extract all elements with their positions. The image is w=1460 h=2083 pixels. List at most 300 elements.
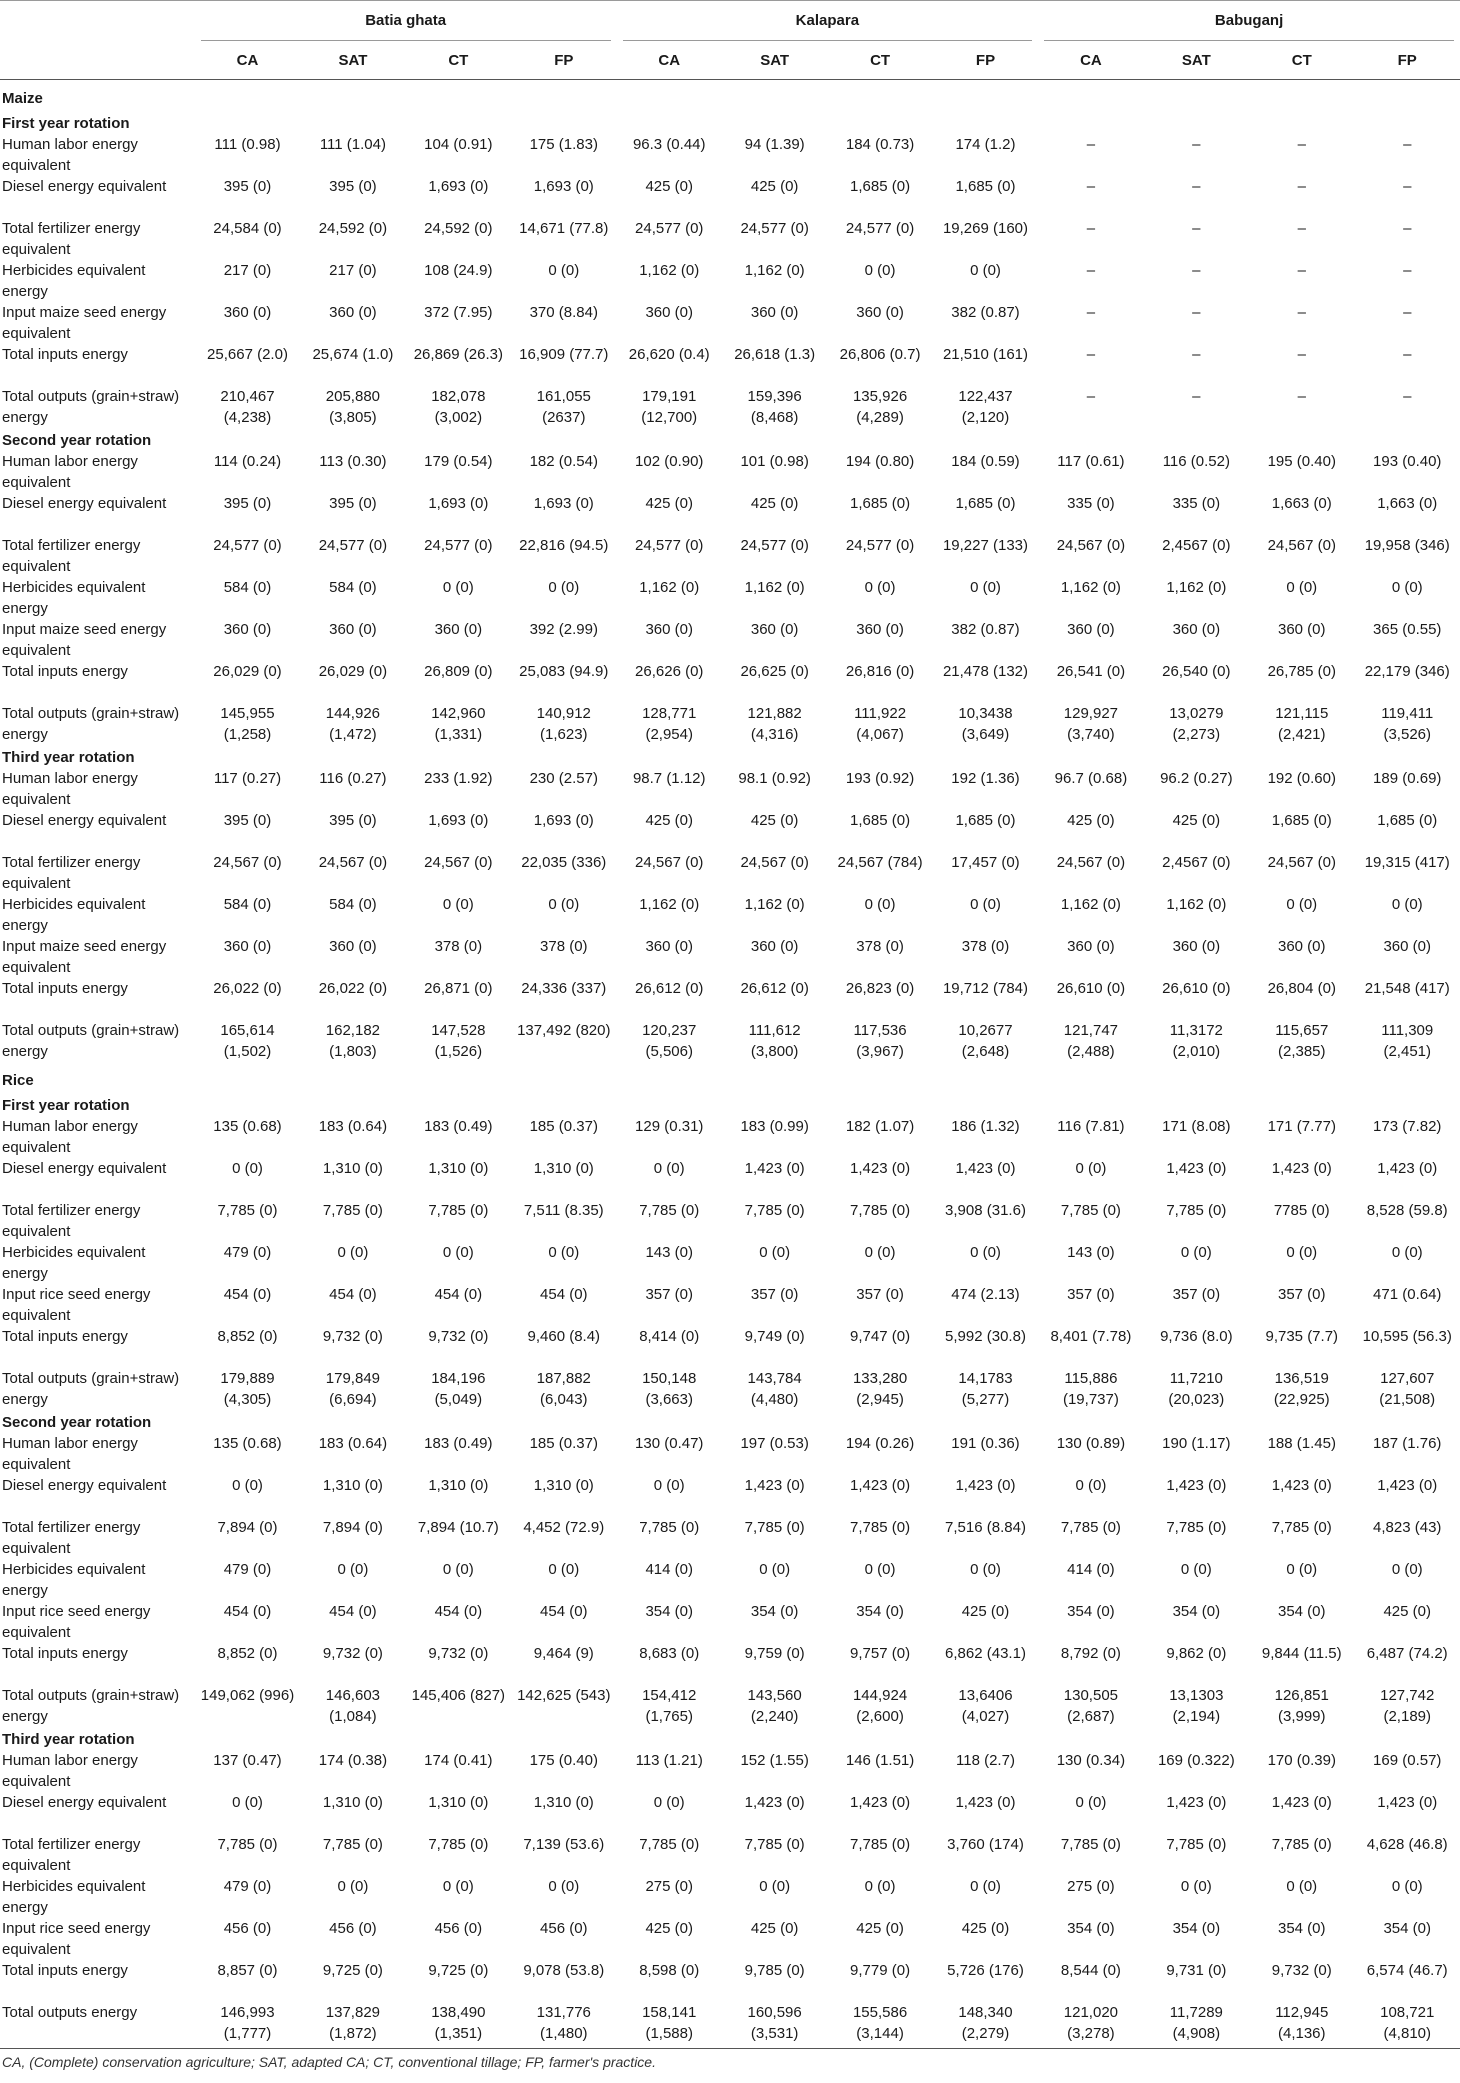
table-cell [511, 577, 616, 619]
cell-value: 11,7210 (20,023) [1168, 1370, 1225, 1408]
table-row [0, 1601, 1460, 1643]
row-label: Diesel energy equivalent [2, 1477, 167, 1494]
table-cell [933, 260, 1038, 302]
cell-value: 360 (0) [1277, 938, 1326, 955]
cell-value: 0 (0) [1075, 1477, 1107, 1494]
table-cell [300, 535, 405, 577]
table-cell [1038, 1368, 1143, 1410]
table-cell [617, 1284, 722, 1326]
cell-value: 26,612 (0) [635, 980, 704, 997]
rotation-row [0, 745, 1460, 768]
table-cell [511, 1020, 616, 1062]
cell-value: 0 (0) [970, 896, 1001, 913]
cell-value: 135 (0.68) [213, 1435, 282, 1452]
cell-value: 16,909 (77.7) [519, 346, 609, 363]
table-cell [195, 1200, 300, 1242]
table-cell [933, 1116, 1038, 1158]
cell-value: 127,607 (21,508) [1379, 1370, 1436, 1408]
table-cell [933, 2002, 1038, 2049]
cell-value: 14,671 (77.8) [519, 220, 609, 237]
cell-value: 0 (0) [970, 262, 1001, 279]
table-cell [511, 703, 616, 745]
cell-value: 584 (0) [329, 579, 377, 596]
cell-value: – [1403, 304, 1412, 321]
table-row [0, 1158, 1460, 1200]
table-cell [1038, 1284, 1143, 1326]
table-row [0, 703, 1460, 745]
table-cell [1038, 1834, 1143, 1876]
cell-value: 24,567 (0) [635, 854, 704, 871]
table-cell [406, 451, 511, 493]
cell-value: 0 (0) [970, 1561, 1001, 1578]
table-cell [1249, 1876, 1354, 1918]
cell-value: 0 (0) [548, 896, 580, 913]
cell-value: 1,162 (0) [744, 896, 805, 913]
table-cell [406, 218, 511, 260]
cell-value: 7,785 (0) [850, 1519, 911, 1536]
cell-value: – [1086, 346, 1096, 363]
cell-value: – [1192, 136, 1201, 153]
cell-value: 143,560 (2,240) [747, 1687, 802, 1725]
cell-value: 24,567 (0) [1267, 854, 1336, 871]
table-cell [1038, 661, 1143, 703]
site-name: Babuganj [1044, 2, 1454, 41]
cell-value: – [1086, 220, 1096, 237]
cell-value: 357 (0) [1277, 1286, 1326, 1303]
table-cell [511, 302, 616, 344]
cell-value: 479 (0) [223, 1561, 272, 1578]
table-cell [722, 577, 827, 619]
table-cell [1354, 810, 1460, 852]
table-cell [617, 176, 722, 218]
table-cell [406, 1792, 511, 1834]
table-cell [1038, 577, 1143, 619]
cell-value: 1,162 (0) [639, 262, 700, 279]
cell-value: 354 (0) [645, 1603, 693, 1620]
cell-value: 193 (0.40) [1373, 453, 1442, 470]
cell-value: 22,035 (336) [521, 854, 607, 871]
cell-value: 0 (0) [1075, 1160, 1107, 1177]
cell-value: 11,7289 (4,908) [1169, 2004, 1223, 2042]
rotation-row [0, 111, 1460, 134]
cell-value: 0 (0) [337, 1244, 369, 1261]
cell-value: 117,536 (3,967) [853, 1022, 907, 1060]
cell-value: 0 (0) [442, 896, 474, 913]
cell-value: 0 (0) [1180, 1244, 1212, 1261]
table-cell [827, 260, 932, 302]
cell-value: 192 (0.60) [1267, 770, 1336, 787]
cell-value: 184 (0.73) [845, 136, 915, 153]
cell-value: – [1403, 388, 1412, 405]
cell-value: 454 (0) [434, 1286, 483, 1303]
cell-value: 179,889 (4,305) [220, 1370, 275, 1408]
cell-value: 171 (7.77) [1267, 1118, 1336, 1135]
cell-value: 0 (0) [1286, 579, 1318, 596]
table-cell [617, 535, 722, 577]
table-row [0, 2002, 1460, 2049]
table-cell [617, 493, 722, 535]
table-cell [1354, 1876, 1460, 1918]
table-cell [827, 894, 932, 936]
cell-value: 425 (0) [1383, 1603, 1431, 1620]
cell-value: 0 (0) [864, 579, 896, 596]
table-cell [1144, 703, 1249, 745]
rotation-title: Second year rotation [2, 1414, 152, 1431]
table-cell [933, 386, 1038, 428]
cell-value: 354 (0) [1067, 1603, 1115, 1620]
table-cell [511, 619, 616, 661]
table-cell [617, 852, 722, 894]
table-cell [722, 619, 827, 661]
cell-value: – [1086, 178, 1096, 195]
table-cell [300, 1876, 405, 1918]
cell-value: 120,237 (5,506) [642, 1022, 697, 1060]
table-cell [1249, 1020, 1354, 1062]
table-cell [511, 134, 616, 176]
table-cell [1249, 1284, 1354, 1326]
table-cell [300, 978, 405, 1020]
table-cell [1144, 1834, 1249, 1876]
row-label: Input rice seed energy equivalent [2, 1920, 151, 1958]
cell-value: 21,510 (161) [942, 346, 1029, 363]
table-cell [195, 619, 300, 661]
table-cell [1354, 1792, 1460, 1834]
cell-value: 370 (8.84) [529, 304, 598, 321]
cell-value: 145,955 (1,258) [220, 705, 275, 743]
table-cell [195, 661, 300, 703]
cell-value: 1,423 (0) [1166, 1160, 1227, 1177]
cell-value: 8,792 (0) [1060, 1645, 1121, 1662]
table-cell [1354, 768, 1460, 810]
cell-value: 360 (0) [223, 304, 272, 321]
cell-value: 378 (0) [961, 938, 1010, 955]
table-cell [1144, 218, 1249, 260]
cell-value: 24,577 (0) [740, 537, 809, 554]
table-cell [1144, 1643, 1249, 1685]
cell-value: 102 (0.90) [635, 453, 704, 470]
table-row [0, 1559, 1460, 1601]
cell-value: 425 (0) [750, 1920, 799, 1937]
cell-value: 1,162 (0) [639, 896, 700, 913]
table-cell [195, 493, 300, 535]
cell-value: 187,882 (6,043) [536, 1370, 591, 1408]
table-cell [406, 493, 511, 535]
cell-value: 1,310 (0) [533, 1160, 594, 1177]
table-cell [1038, 1200, 1143, 1242]
table-cell [195, 134, 300, 176]
cell-value: 142,960 (1,331) [431, 705, 486, 743]
table-cell [617, 1326, 722, 1368]
table-cell [1354, 1326, 1460, 1368]
table-cell [511, 1792, 616, 1834]
table-cell [406, 852, 511, 894]
table-row [0, 1876, 1460, 1918]
table-cell [827, 1559, 932, 1601]
row-label: Total inputs energy [2, 663, 128, 680]
cell-value: 0 (0) [1286, 1244, 1318, 1261]
cell-value: 454 (0) [329, 1286, 377, 1303]
cell-value: 96.2 (0.27) [1160, 770, 1233, 787]
table-cell [722, 451, 827, 493]
cell-value: 146,603 (1,084) [325, 1687, 381, 1725]
cell-value: 130 (0.47) [635, 1435, 704, 1452]
table-cell [1038, 176, 1143, 218]
table-cell [406, 1601, 511, 1643]
row-label: Total inputs energy [2, 980, 128, 997]
cell-value: 1,685 (0) [850, 495, 911, 512]
table-cell [195, 1834, 300, 1876]
table-cell [827, 1792, 932, 1834]
table-cell [1144, 1876, 1249, 1918]
cell-value: 26,804 (0) [1267, 980, 1336, 997]
cell-value: 26,806 (0.7) [839, 346, 921, 363]
cell-value: 425 (0) [645, 812, 693, 829]
cell-value: 26,029 (0) [213, 663, 282, 680]
table-row [0, 134, 1460, 176]
table-cell [1144, 302, 1249, 344]
row-label: Human labor energy equivalent [2, 136, 138, 174]
table-cell [1249, 1750, 1354, 1792]
table-cell [511, 2002, 616, 2049]
table-cell [511, 1685, 616, 1727]
cell-value: 108 (24.9) [424, 262, 493, 279]
cell-value: 1,162 (0) [1060, 896, 1121, 913]
table-cell [1354, 218, 1460, 260]
table-cell [1249, 1158, 1354, 1200]
table-cell [722, 1685, 827, 1727]
table-cell [1144, 1020, 1249, 1062]
cell-value: 26,541 (0) [1056, 663, 1126, 680]
cell-value: 357 (0) [1172, 1286, 1221, 1303]
rotation-title: Third year rotation [2, 1731, 135, 1748]
cell-value: 7,785 (0) [850, 1202, 911, 1219]
cell-value: 395 (0) [223, 812, 272, 829]
cell-value: 115,886 (19,737) [1062, 1370, 1119, 1408]
table-cell [827, 703, 932, 745]
cell-value: 26,610 (0) [1162, 980, 1231, 997]
table-cell [406, 1750, 511, 1792]
table-cell [1249, 703, 1354, 745]
table-cell [933, 1918, 1038, 1960]
corner-header-cell [0, 1, 195, 42]
table-cell [511, 1643, 616, 1685]
table-cell [406, 1433, 511, 1475]
cell-value: 1,423 (0) [955, 1794, 1016, 1811]
cell-value: 186 (1.32) [951, 1118, 1020, 1135]
cell-value: 584 (0) [329, 896, 377, 913]
cell-value: – [1297, 388, 1306, 405]
table-cell [1249, 1559, 1354, 1601]
cell-value: 3,760 (174) [947, 1836, 1024, 1853]
cell-value: 130,505 (2,687) [1063, 1687, 1119, 1725]
cell-value: 7,785 (0) [322, 1202, 383, 1219]
cell-value: 10,3438 (3,649) [958, 705, 1013, 743]
table-body [0, 80, 1460, 2049]
cell-value: 1,423 (0) [1271, 1477, 1332, 1494]
cell-value: 26,809 (0) [424, 663, 493, 680]
table-cell [617, 1020, 722, 1062]
cell-value: 185 (0.37) [529, 1118, 598, 1135]
cell-value: 9,460 (8.4) [527, 1328, 601, 1345]
cell-value: 3,908 (31.6) [945, 1202, 1026, 1219]
table-cell [933, 1242, 1038, 1284]
table-row [0, 1475, 1460, 1517]
cell-value: 392 (2.99) [529, 621, 598, 638]
cell-value: 7,785 (0) [1271, 1836, 1332, 1853]
table-cell [1144, 1750, 1249, 1792]
cell-value: 9,779 (0) [850, 1962, 911, 1979]
table-cell [722, 894, 827, 936]
table-cell [300, 1792, 405, 1834]
table-cell [1354, 134, 1460, 176]
table-cell [511, 218, 616, 260]
cell-value: – [1192, 388, 1201, 405]
table-cell [511, 852, 616, 894]
table-row [0, 1433, 1460, 1475]
table-cell [1144, 619, 1249, 661]
cell-value: – [1192, 262, 1201, 279]
table-cell [1038, 1876, 1143, 1918]
cell-value: 7,785 (0) [322, 1836, 383, 1853]
table-cell [617, 577, 722, 619]
cell-value: 1,423 (0) [1271, 1160, 1332, 1177]
table-cell [933, 661, 1038, 703]
cell-value: 111 (1.04) [319, 136, 386, 153]
cell-value: 360 (0) [329, 621, 377, 638]
table-cell [1354, 451, 1460, 493]
table-cell [1144, 2002, 1249, 2049]
cell-value: 26,540 (0) [1162, 663, 1231, 680]
table-cell [722, 810, 827, 852]
cell-value: – [1086, 262, 1096, 279]
cell-value: – [1192, 178, 1201, 195]
table-cell [195, 768, 300, 810]
table-cell [1249, 577, 1354, 619]
cell-value: – [1403, 178, 1412, 195]
table-cell [195, 260, 300, 302]
table-cell [827, 1116, 932, 1158]
table-cell [1354, 1200, 1460, 1242]
cell-value: 1,685 (0) [955, 178, 1016, 195]
rotation-title: First year rotation [2, 115, 130, 132]
cell-value: 6,862 (43.1) [945, 1645, 1026, 1662]
cell-value: 4,628 (46.8) [1366, 1836, 1448, 1853]
table-cell [1354, 2002, 1460, 2049]
table-cell [511, 1284, 616, 1326]
table-cell [1249, 1517, 1354, 1559]
cell-value: 190 (1.17) [1162, 1435, 1231, 1452]
cell-value: 128,771 (2,954) [642, 705, 697, 743]
table-row [0, 493, 1460, 535]
cell-value: 26,625 (0) [740, 663, 809, 680]
cell-value: 0 (0) [337, 1561, 369, 1578]
cell-value: 357 (0) [1067, 1286, 1115, 1303]
table-cell [300, 1242, 405, 1284]
table-cell [933, 1475, 1038, 1517]
cell-value: 360 (0) [645, 621, 693, 638]
cell-value: – [1297, 220, 1306, 237]
cell-value: 121,115 (2,421) [1275, 705, 1329, 743]
table-cell [827, 1200, 932, 1242]
table-cell [722, 1559, 827, 1601]
table-cell [1249, 1200, 1354, 1242]
cell-value: 179 (0.54) [424, 453, 493, 470]
cell-value: 0 (0) [337, 1878, 369, 1895]
table-cell [1354, 1517, 1460, 1559]
table-cell [300, 134, 405, 176]
table-cell [1144, 1116, 1249, 1158]
table-cell [1249, 535, 1354, 577]
cell-value: 0 (0) [442, 1561, 474, 1578]
table-cell [617, 1601, 722, 1643]
cell-value: 13,0279 (2,273) [1169, 705, 1224, 743]
table-cell [195, 1918, 300, 1960]
cell-value: 230 (2.57) [529, 770, 598, 787]
row-label: Human labor energy equivalent [2, 453, 138, 491]
cell-value: 7,785 (0) [850, 1836, 911, 1853]
table-cell [300, 577, 405, 619]
table-cell [933, 1158, 1038, 1200]
cell-value: 360 (0) [223, 938, 272, 955]
cell-value: 425 (0) [750, 178, 799, 195]
table-cell [617, 661, 722, 703]
table-row [0, 535, 1460, 577]
table-cell [722, 302, 827, 344]
table-cell [406, 1960, 511, 2002]
row-label: Human labor energy equivalent [2, 1435, 138, 1473]
table-cell [617, 1960, 722, 2002]
row-label: Input maize seed energy equivalent [2, 938, 167, 976]
cell-value: 357 (0) [856, 1286, 904, 1303]
cell-value: 9,785 (0) [744, 1962, 805, 1979]
row-label: Input rice seed energy equivalent [2, 1603, 151, 1641]
rotation-title: First year rotation [2, 1097, 130, 1114]
table-cell [1354, 344, 1460, 386]
table-cell [195, 1368, 300, 1410]
treatment-header: CA [1080, 51, 1102, 69]
table-cell [617, 978, 722, 1020]
table-cell [827, 134, 932, 176]
cell-value: 7,785 (0) [1060, 1519, 1121, 1536]
cell-value: 24,577 (0) [635, 220, 704, 237]
cell-value: 0 (0) [864, 1244, 896, 1261]
cell-value: – [1297, 346, 1306, 363]
table-cell [1038, 1475, 1143, 1517]
table-cell [1354, 1284, 1460, 1326]
table-cell [406, 703, 511, 745]
cell-value: 19,227 (133) [942, 537, 1029, 554]
cell-value: 217 (0) [223, 262, 272, 279]
treatment-header: SAT [338, 51, 368, 69]
cell-value: 1,162 (0) [744, 579, 805, 596]
cell-value: 116 (0.27) [319, 770, 387, 787]
cell-value: 0 (0) [864, 896, 896, 913]
cell-value: 425 (0) [1172, 812, 1221, 829]
site-name: Batia ghata [201, 2, 611, 41]
table-cell [1038, 1242, 1143, 1284]
cell-value: 454 (0) [434, 1603, 483, 1620]
table-cell [1249, 1433, 1354, 1475]
cell-value: 414 (0) [645, 1561, 693, 1578]
cell-value: 170 (0.39) [1267, 1752, 1336, 1769]
table-cell [1144, 1918, 1249, 1960]
table-row [0, 451, 1460, 493]
cell-value: 9,732 (0) [428, 1645, 489, 1662]
cell-value: 24,567 (0) [424, 854, 493, 871]
cell-value: 129 (0.31) [635, 1118, 704, 1135]
table-cell [1354, 1433, 1460, 1475]
cell-value: 26,869 (26.3) [413, 346, 503, 363]
